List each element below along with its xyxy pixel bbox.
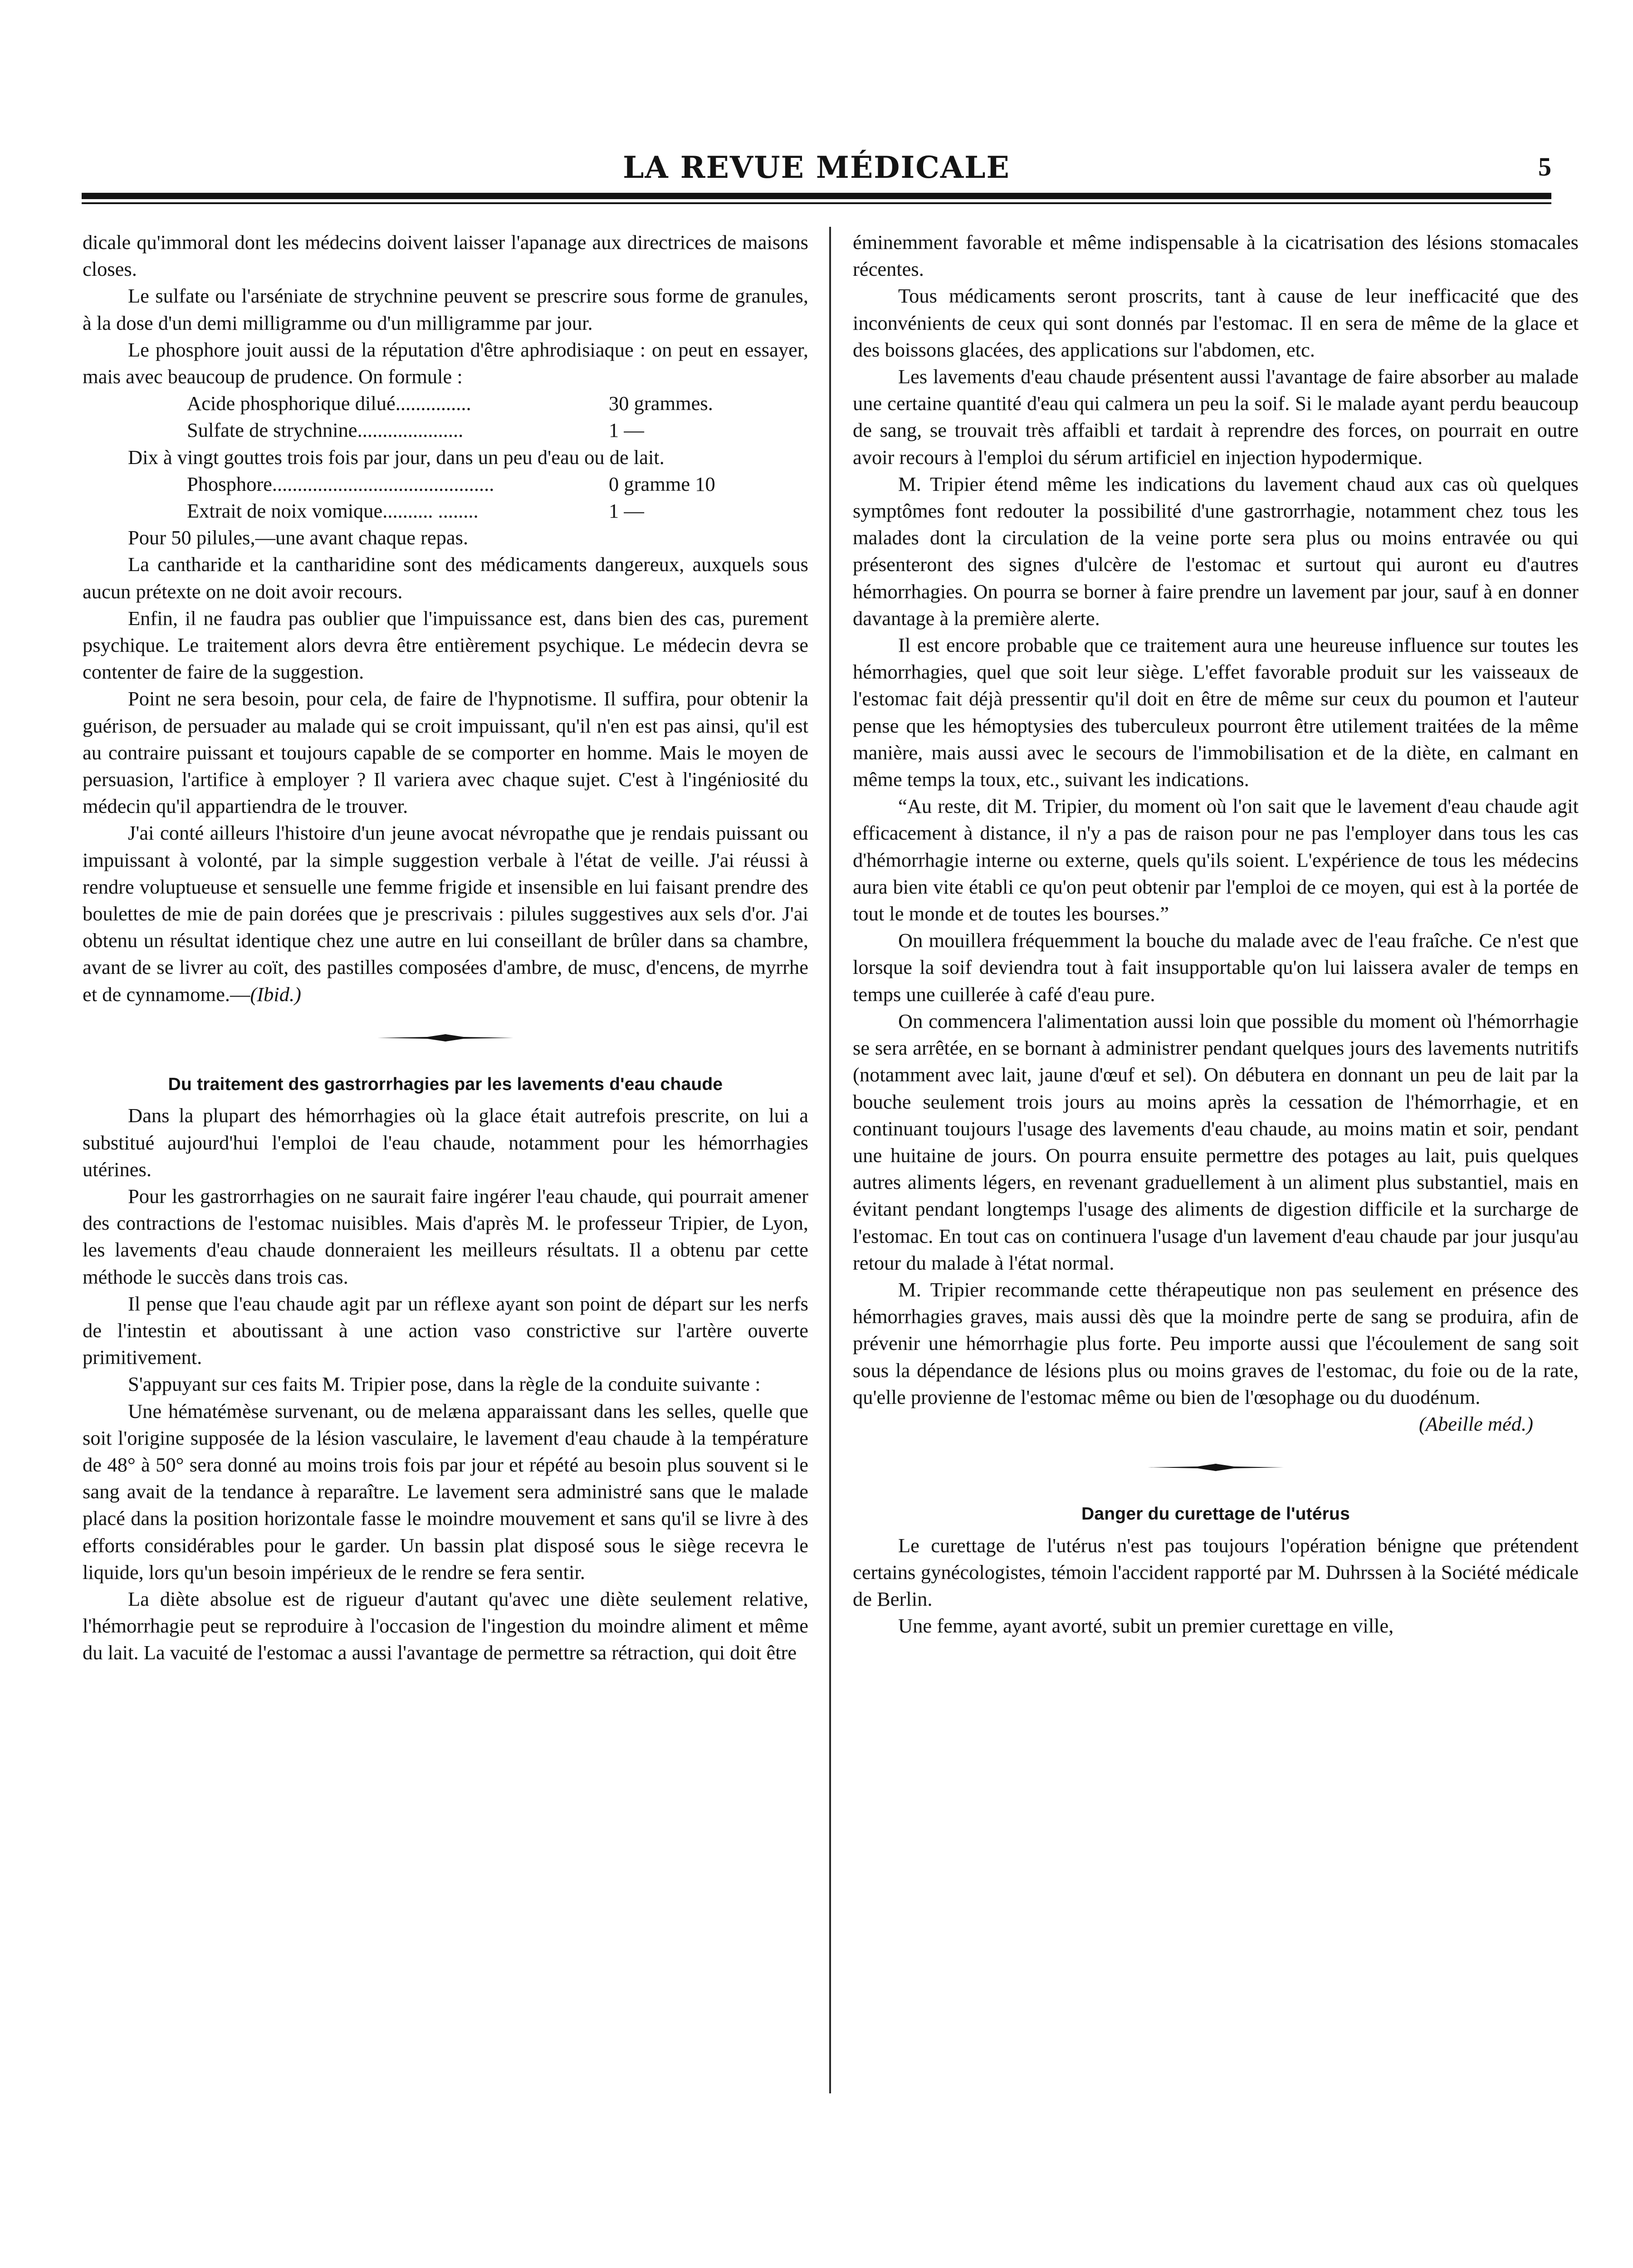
paragraph: éminemment favorable et même indispensable à la cicatrisation des lésions stomacales récentes. xyxy=(853,231,1579,281)
article-heading: Du traitement des gastrorrhagies par les lavements d'eau chaude xyxy=(168,1075,723,1095)
journal-title: LA REVUE MÉDICALE xyxy=(623,150,1010,185)
paragraph: Une hématémèse survenant, ou de melæna apparaissant dans les selles, quelle que soit l'origine supposée de la lésion vasculaire, le lavement d'eau chaude à la température de 48° à 50° sera donné au moins trois fois par jour et répété au besoin plus souvent si le sang avait de la tendance à reparaître. Le lavement sera administré sans que le malade placé dans la position horizontale fasse le moindre mouvement et sans qu'il se livre à des efforts considérables pour le garder. Un bassin plat disposé sous le siège recevra le liquide, lors qu'un besoin impérieux de le rendre se fera sentir. xyxy=(83,1399,808,1584)
formula-line xyxy=(187,390,808,417)
paragraph: M. Tripier recommande cette thérapeutique non pas seulement en présence des hémorrhagies graves, mais aussi dès que la moindre perte de sang se produira, afin de prévenir une hémorrhagie plus forte. Peu importe aussi que l'écoulement de sang soit sous la dépendance de lésions plus ou moins graves de l'estomac, du foie ou de la rate, qu'elle provienne de l'estomac même ou bien de l'œsophage ou du duodénum. xyxy=(853,1278,1579,1408)
paragraph: Le sulfate ou l'arséniate de strychnine peuvent se prescrire sous forme de granules, à la dose d'un demi milligramme ou d'un milligramme par jour. xyxy=(83,284,808,334)
paragraph xyxy=(83,820,808,1007)
paragraph: Il est encore probable que ce traitement aura une heureuse influence sur toutes les hémorrhagies, quel que soit leur siège. L'effet favorable produit sur les vaisseaux de l'estomac fait déjà pressentir qu'il doit en être de même sur ceux du poumon et l'auteur pense que les hémoptysies des tuberculeux pourront être utilement traitées de la même manière, mais aussi avec le secours de l'immobilisation et de la diète, en calmant en même temps la toux, etc., suivant les indications. xyxy=(853,634,1579,791)
formula-quantity: 30 grammes. xyxy=(609,392,713,415)
formula-quantity: 1 — xyxy=(609,499,644,523)
right-column xyxy=(853,229,1579,1639)
left-column xyxy=(83,229,808,1667)
source-citation: (Abeille méd.) xyxy=(1418,1412,1533,1435)
formula-quantity: 1 — xyxy=(609,419,644,442)
paragraph: Dix à vingt gouttes trois fois par jour, dans un peu d'eau ou de lait. xyxy=(128,445,665,469)
paragraph: Enfin, il ne faudra pas oublier que l'impuissance est, dans bien des cas, purement psychique. Le traitement alors devra être entièrement psychique. Le médecin devra se contenter de faire de la suggestion. xyxy=(83,606,808,684)
paragraph: Pour 50 pilules,—une avant chaque repas. xyxy=(128,526,469,549)
paragraph: Pour les gastrorrhagies on ne saurait faire ingérer l'eau chaude, qui pourrait amener des contractions de l'estomac nuisibles. Mais d'après M. le professeur Tripier, de Lyon, les lavements d'eau chaude donneraient les meilleurs résultats. Il a obtenu par cette méthode le succès dans trois cas. xyxy=(83,1184,808,1288)
paragraph: Les lavements d'eau chaude présentent aussi l'avantage de faire absorber au malade une certaine quantité d'eau qui calmera un peu la soif. Si le malade ayant perdu beaucoup de sang, se trouvait très affaibli et tardait à reprendre des forces, on pourrait en outre avoir recours à l'emploi du sérum artificiel en injection hypodermique. xyxy=(853,365,1579,469)
citation: (Ibid.) xyxy=(250,982,301,1006)
formula-ingredient: Sulfate de strychnine..................... xyxy=(187,419,464,442)
paragraph: Tous médicaments seront proscrits, tant à cause de leur inefficacité que des inconvénients de ceux qui sont donnés par l'estomac. Il en sera de même de la glace et des boissons glacées, des applications sur l'abdomen, etc. xyxy=(853,284,1579,361)
header-rule-thick xyxy=(82,193,1551,199)
paragraph: On mouillera fréquemment la bouche du malade avec de l'eau fraîche. Ce n'est que lorsque la soif deviendra tout à fait insupportable qu'on lui laissera avaler de temps en temps une cuillerée à café d'eau pure. xyxy=(853,929,1579,1006)
paragraph: Dans la plupart des hémorrhagies où la glace était autrefois prescrite, on lui a substitué aujourd'hui l'emploi de l'eau chaude, notamment pour les hémorrhagies utérines. xyxy=(83,1104,808,1181)
formula-line xyxy=(187,417,808,444)
formula-line xyxy=(187,471,808,498)
quoted-paragraph: “Au reste, dit M. Tripier, du moment où l'on sait que le lavement d'eau chaude agit efficacement à distance, il n'y a pas de raison pour ne pas l'employer dans tous les cas d'hémorrhagie interne ou externe, quels qu'ils soient. L'expérience de tous les médecins aura bien vite établi ce qu'on peut obtenir par l'emploi de ce moyen, qui est à la portée de tout le monde et de toutes les bourses.” xyxy=(853,795,1579,925)
formula-quantity: 0 gramme 10 xyxy=(609,472,715,495)
paragraph: La cantharide et la cantharidine sont des médicaments dangereux, auxquels sous aucun prétexte on ne doit avoir recours. xyxy=(83,553,808,603)
paragraph-text: J'ai conté ailleurs l'histoire d'un jeune avocat névropathe que je rendais puissant ou impuissant à volonté, par la simple suggestion verbale à l'état de veille. J'ai réussi à rendre voluptueuse et sensuelle une femme frigide et insensible en lui faisant prendre des boulettes de mie de pain dorées que je prescrivais : pilules suggestives aux sels d'or. J'ai obtenu un résultat identique chez une autre en lui conseillant de brûler dans sa chambre, avant de se livrer au coït, des pastilles composées d'ambre, de musc, d'encens, de myrrhe et de cynnamome.— xyxy=(83,821,808,1006)
paragraph: M. Tripier étend même les indications du lavement chaud aux cas où quelques symptômes font redouter la possibilité d'une gastrorrhagie, notamment chez tous les malades dont la circulation de la veine porte sera plus ou moins entravée ou qui présenteront des signes d'ulcère de l'estomac et surtout qui auront eu d'autres hémorrhagies. On pourra se borner à faire prendre un lavement par jour, sauf à en donner davantage à la première alerte. xyxy=(853,472,1579,630)
section-ornament xyxy=(853,1453,1579,1480)
section-ornament xyxy=(83,1023,808,1050)
paragraph: Le phosphore jouit aussi de la réputation d'être aphrodisiaque : on peut en essayer, mais avec beaucoup de prudence. On formule : xyxy=(83,338,808,388)
column-divider xyxy=(829,227,831,2093)
paragraph: S'appuyant sur ces faits M. Tripier pose, dans la règle de la conduite suivante : xyxy=(128,1373,761,1396)
paragraph: Point ne sera besoin, pour cela, de faire de l'hypnotisme. Il suffira, pour obtenir la guérison, de persuader au malade qui se croit impuissant, qu'il n'en est pas ainsi, qu'il est au contraire puissant et toujours capable de se comporter en homme. Mais le moyen de persuasion, l'artifice à employer ? Il variera avec chaque sujet. C'est à l'ingéniosité du médecin qu'il appartiendra de le trouver. xyxy=(83,687,808,818)
paragraph: On commencera l'alimentation aussi loin que possible du moment où l'hémorrhagie se sera arrêtée, en se bornant à administrer pendant quelques jours des lavements nutritifs (notamment avec lait, jaune d'œuf et sel). On débutera en donnant un peu de lait par la bouche seulement trois jours au moins après la cessation de l'hémorrhagie, et en continuant toujours l'usage des lavements d'eau chaude, au moins matin et soir, pendant une huitaine de jours. On pourra ensuite permettre des potages au lait, puis quelques autres aliments légers, en revenant graduellement à un aliment plus substantiel, mais en évitant pendant longtemps l'usage des aliments de digestion difficile et la surcharge de l'estomac. En tout cas on continuera l'usage d'un lavement d'eau chaude par jour jusqu'au retour du malade à l'état normal. xyxy=(853,1009,1579,1274)
header-rule-thin xyxy=(82,202,1551,204)
paragraph: Une femme, ayant avorté, subit un premier curettage en ville, xyxy=(898,1614,1394,1637)
formula-ingredient: Acide phosphorique dilué............... xyxy=(187,392,471,415)
formula-ingredient: Phosphore............................................ xyxy=(187,472,494,495)
ornament-icon xyxy=(1148,1462,1284,1473)
paragraph: La diète absolue est de rigueur d'autant qu'avec une diète seulement relative, l'hémorrhagie peut se reproduire à l'occasion de l'ingestion du moindre aliment et même du lait. La vacuité de l'estomac a aussi l'avantage de permettre sa rétraction, qui doit être xyxy=(83,1587,808,1664)
paragraph: dicale qu'immoral dont les médecins doivent laisser l'apanage aux directrices de maisons closes. xyxy=(83,231,808,281)
formula-line xyxy=(187,498,808,524)
paragraph: Il pense que l'eau chaude agit par un réflexe ayant son point de départ sur les nerfs de l'intestin et aboutissant à une action vaso constrictive sur l'artère ouverte primitivement. xyxy=(83,1292,808,1369)
page-number: 5 xyxy=(1538,152,1551,181)
formula-ingredient: Extrait de noix vomique.......... ........ xyxy=(187,499,479,523)
ornament-icon xyxy=(377,1032,513,1043)
paragraph: Le curettage de l'utérus n'est pas toujours l'opération bénigne que prétendent certains gynécologistes, témoin l'accident rapporté par M. Duhrssen à la Société médicale de Berlin. xyxy=(853,1534,1579,1610)
page-header xyxy=(82,150,1551,186)
article-heading: Danger du curettage de l'utérus xyxy=(1081,1504,1350,1524)
